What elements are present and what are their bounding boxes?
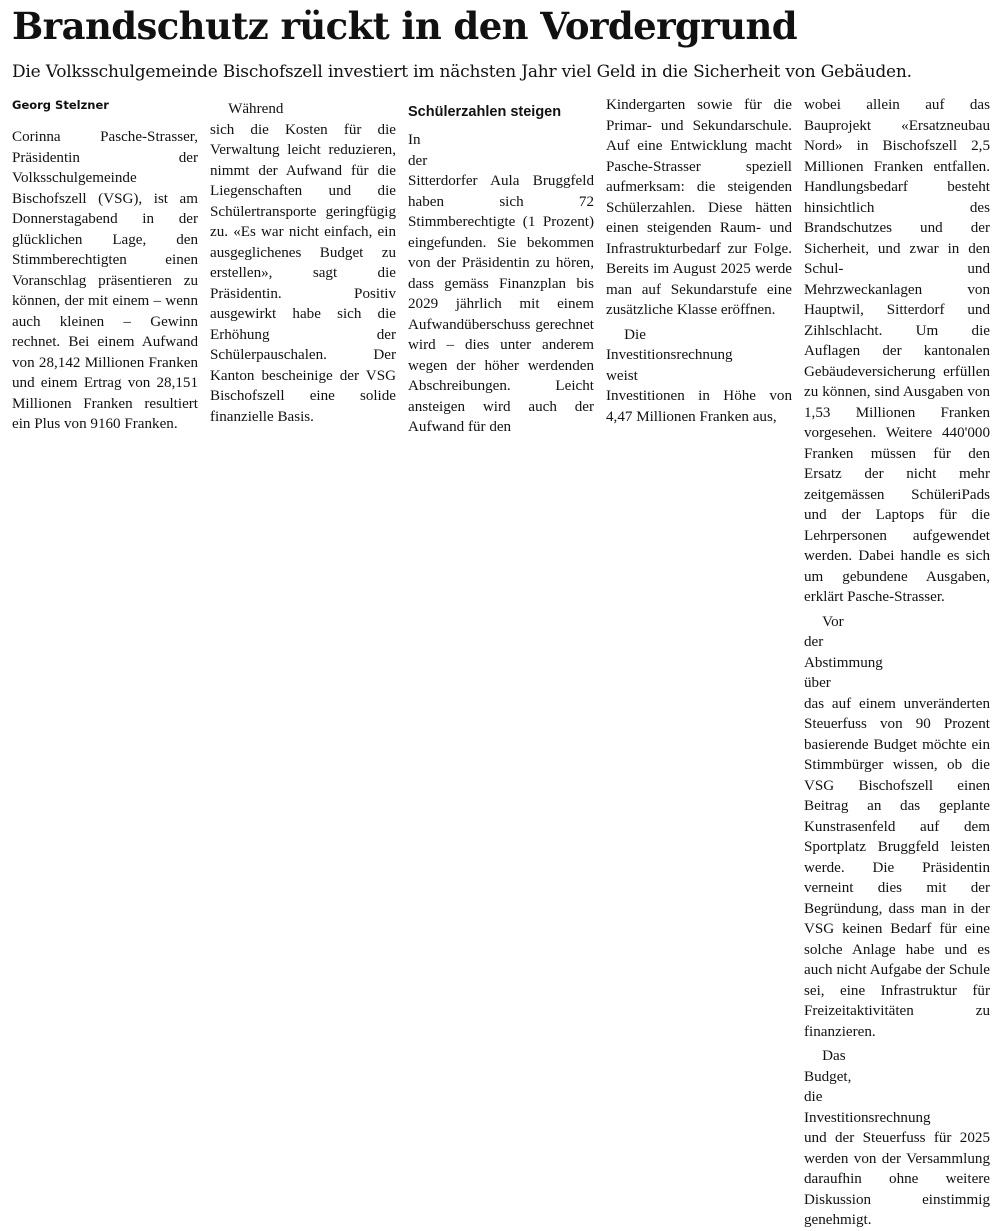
paragraph-6: Budget, (804, 1068, 852, 1085)
paragraph-6: Das (822, 1048, 846, 1064)
paragraph-4: wobei allein auf das Bauprojekt «Ersatzneubau Nord» in Bischofszell 2,5 Millionen Franken entfallen. Handlungsbedarf besteht hinsichtlich des Brandschutzes und der Sicherheit, und zwar in den Schul- und Mehrzweckanlagen von Hauptwil, Sitterdorf und Zihlschlacht. Um die Auflagen der kantonalen Gebäudeversicherung erfüllen zu können, sind Ausgaben von 1,53 Millionen Franken vorgesehen. Weitere 440'000 Franken müssen für den Ersatz der nicht mehr zeitgemässen SchüleriPads und der Laptops für die Lehrpersonen aufgewendet werden. Dabei handle es sich um gebundene Ausgaben, erklärt Pasche-Strasser. (804, 97, 990, 605)
paragraph-3: Kindergarten sowie für die Primar- und Sekundarschule. Auf eine Entwicklung macht Pasche-Strasser speziell aufmerksam: die steigenden Schülerzahlen. Diese hätten einen steigenden Raum- und Infrastrukturbedarf zur Folge. Bereits im August 2025 werde man auf Sekundarstufe eine zusätzliche Klasse eröffnen. (606, 97, 792, 318)
subheadline: Die Volksschulgemeinde Bischofszell investiert im nächsten Jahr viel Geld in die Sicherheit von Gebäuden. (12, 62, 912, 82)
paragraph-6: Investitionsrechnung (804, 1109, 931, 1126)
article-column-4 (606, 95, 792, 440)
paragraph-5: über (804, 675, 831, 691)
paragraph-4: Die (624, 326, 646, 343)
paragraph-2: sich die Kosten für die Verwaltung leicht reduzieren, nimmt der Aufwand für die Liegenschaften und die Schülertransporte geringfügig zu. «Es war nicht einfach, ein ausgeglichenes Budget zu erstellen», sagt die Präsidentin. Positiv ausgewirkt habe sich die Erhöhung der Schülerpauschalen. Der Kanton bescheinige der VSG Bischofszell eine solide finanzielle Basis. (210, 121, 396, 425)
paragraph-5: das auf einem unveränderten Steuerfuss von 90 Prozent basierende Budget möchte ein Stimmbürger wissen, ob die VSG Bischofszell einen Beitrag an das geplante Kunstrasenfeld auf dem Sportplatz Bruggfeld leisten werde. Die Präsidentin verneint dies mit der Begründung, dass man in der VSG keinen Bedarf für eine solche Anlage habe und es auch nicht Aufgabe der Schule sei, eine Infrastruktur für Freizeitaktivitäten zu finanzieren. (804, 695, 990, 1040)
paragraph-4: Investitionsrechnung (606, 347, 733, 363)
article-column-5 (804, 95, 990, 1228)
paragraph-3: In (408, 132, 421, 148)
paragraph-6: die (804, 1089, 823, 1105)
paragraph-1: Corinna Pasche-Strasser, Präsidentin der Volksschulgemeinde Bischofszell (VSG), ist am Donnerstagabend in der glücklichen Lage, den Stimmberechtigten einen Voranschlag präsentieren zu können, der mit einem – wenn auch kleinen – Gewinn rechnet. Bei einem Aufwand von 28,142 Millionen Franken und einem Ertrag von 28,151 Millionen Franken resultiert ein Plus von 9160 Franken. (12, 129, 198, 432)
article-columns (12, 95, 990, 1228)
paragraph-5: Vor (822, 613, 844, 630)
paragraph-5: Abstimmung (804, 654, 883, 671)
paragraph-6: und der Steuerfuss für 2025 werden von der Versammlung daraufhin ohne weitere Diskussion einstimmig genehmigt. (804, 1130, 990, 1228)
paragraph-3: der (408, 152, 428, 169)
article-column-2 (210, 95, 396, 440)
headline: Brandschutz rückt in den Vordergrund (12, 4, 798, 48)
paragraph-2: Während (228, 101, 284, 117)
paragraph-3: Sitterdorfer Aula Bruggfeld haben sich 72 Stimmberechtigte (1 Prozent) eingefunden. Sie bekommen von der Präsidentin zu hören, dass gemäss Finanzplan bis 2029 jährlich mit einem Aufwandüberschuss gerechnet wird – dies unter anderem wegen der höher werdenden Abschreibungen. Leicht ansteigen wird auch der Aufwand für den (408, 173, 594, 435)
article-column-3 (408, 95, 594, 440)
section-subtitle: Schülerzahlen steigen (408, 104, 562, 120)
article-column-1 (12, 95, 198, 440)
paragraph-5: der (804, 634, 824, 650)
paragraph-4: weist (606, 367, 638, 384)
byline: Georg Stelzner (12, 98, 109, 112)
paragraph-4: Investitionen in Höhe von 4,47 Millionen Franken aus, (606, 388, 792, 425)
